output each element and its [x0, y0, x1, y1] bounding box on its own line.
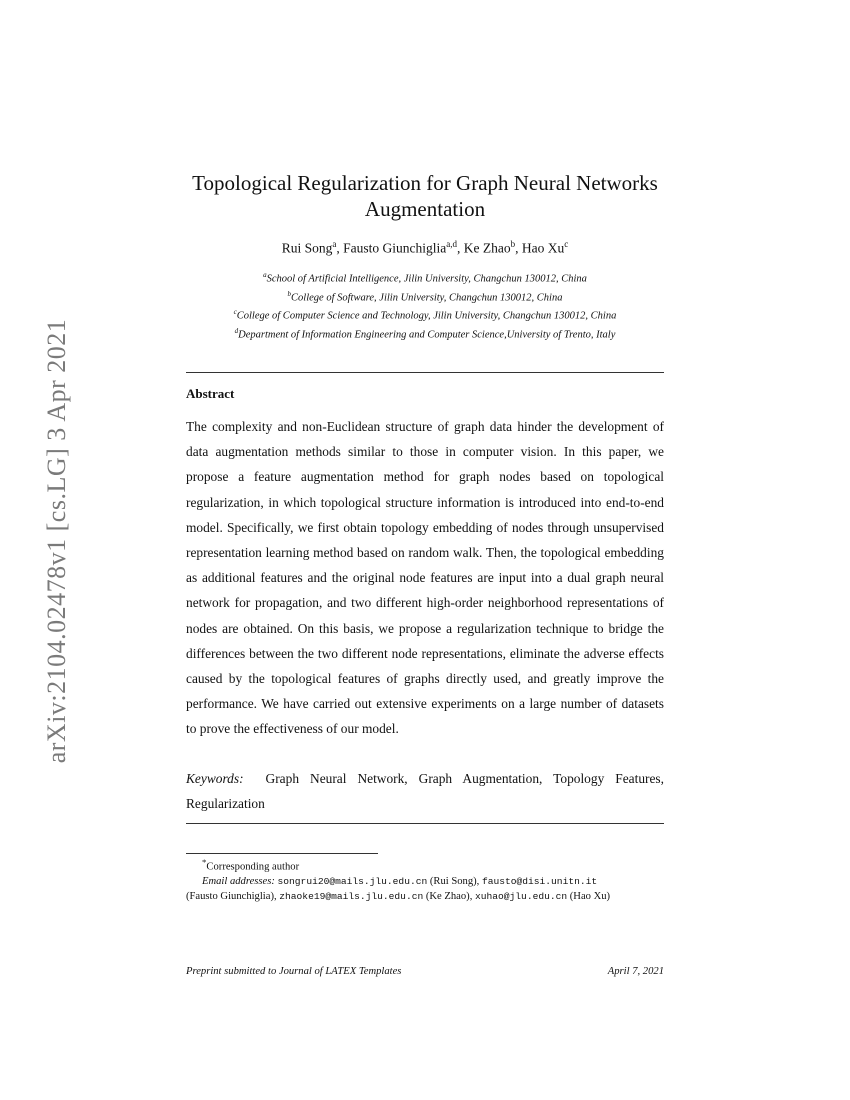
corresponding-note: *Corresponding author — [202, 857, 300, 873]
author-name: Hao Xu — [521, 240, 565, 256]
affiliation: $^a$School of Artificial Intelligence, Jilin University, Changchun 130012, China — [263, 271, 587, 285]
affiliation-list — [186, 268, 664, 342]
email-link[interactable]: songrui20@mails.jlu.edu.cn — [277, 876, 428, 888]
email-addresses-cont: (Fausto Giunchiglia), zhaoke19@mails.jlu.edu.cn (Ke Zhao), xuhao@jlu.edu.cn (Hao Xu) — [186, 890, 611, 902]
abstract-heading: Abstract — [186, 386, 235, 401]
author-affiliation-mark: b — [510, 239, 516, 249]
email-addresses: Email addresses: songrui20@mails.jlu.edu.cn (Rui Song), fausto@disi.unitn.it — [202, 876, 598, 888]
email-link[interactable]: xuhao@jlu.edu.cn — [475, 890, 568, 902]
page-footer — [186, 966, 664, 977]
affiliation: $^c$College of Computer Science and Technology, Jilin University, Changchun 130012, China — [233, 308, 617, 322]
affiliation: $^d$Department of Information Engineering and Computer Science,University of Trento, Italy — [234, 326, 616, 340]
author-name: Ke Zhao — [463, 240, 511, 256]
keywords-text: Graph Neural Network, Graph Augmentation, Topology Features, Regularization — [186, 771, 664, 812]
paper-title: Topological Regularization for Graph Neural Networks Augmentation — [192, 171, 658, 221]
author-name: Rui Song — [281, 240, 333, 256]
abstract-bottom-rule — [186, 823, 664, 824]
author-affiliation-mark: a,d — [446, 239, 458, 249]
footer-date: April 7, 2021 — [607, 966, 664, 977]
keywords-line — [186, 766, 664, 816]
affiliation: $^b$College of Software, Jilin University, Changchun 130012, China — [287, 289, 563, 303]
author-list: Rui Song$^a$, Fausto Giunchiglia$^{a,d}$, Ke Zhao$^b$, Hao Xu$^c$ — [281, 239, 569, 256]
author-affiliation-mark: c — [564, 239, 569, 249]
email-link[interactable]: zhaoke19@mails.jlu.edu.cn — [279, 890, 424, 902]
arxiv-identifier: arXiv:2104.02478v1 [cs.LG] 3 Apr 2021 — [42, 318, 71, 764]
author-name: Fausto Giunchiglia — [343, 240, 447, 256]
email-link[interactable]: fausto@disi.unitn.it — [481, 876, 598, 888]
email-label: Email addresses: — [202, 876, 275, 888]
abstract-top-rule — [186, 372, 664, 373]
footnote — [186, 855, 664, 904]
abstract-text: The complexity and non-Euclidean structure of graph data hinder the development of data augmentation methods similar to those in computer vision. In this paper, we propose a feature augmentation method for graph nodes based on topological regularization, in which topological structure information is introduced into end-to-end model. Specifically, we first obtain topology embedding of nodes through unsupervised representation learning method based on random walk. Then, the topological embedding as additional features and the original node features are input into a dual graph neural network for propagation, and two different high-order neighborhood representations of nodes are obtained. On this basis, we propose a regularization technique to bridge the differences between the two different node representations, eliminate the adverse effects caused by the topological features of graphs directly used, and greatly improve the performance. We have carried out extensive experiments on a large number of datasets to prove the effectiveness of our model. — [186, 419, 664, 737]
preprint-note: Preprint submitted to Journal of LATEX Templates — [186, 966, 402, 977]
keywords-label: Keywords: — [186, 771, 244, 786]
author-affiliation-mark: a — [332, 239, 337, 249]
footnote-rule — [186, 853, 378, 854]
